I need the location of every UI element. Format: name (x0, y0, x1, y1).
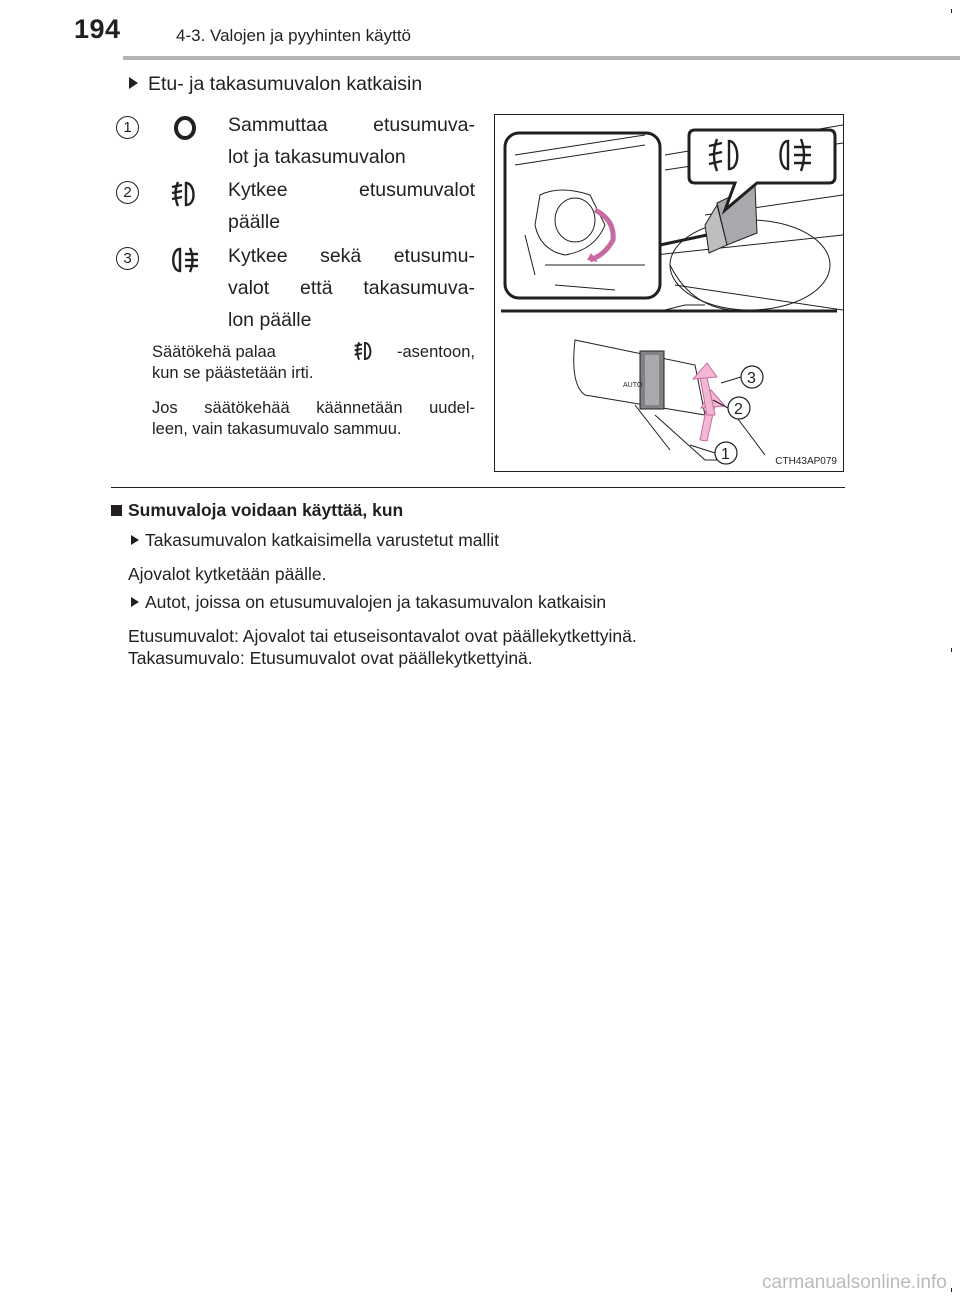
mode-3-desc-line-3: lon päälle (228, 309, 312, 331)
figure-label: CTH43AP079 (775, 456, 837, 467)
rear-fog-light-icon (164, 245, 204, 275)
crop-mark (951, 9, 952, 13)
crop-mark (951, 648, 952, 652)
note-2-line-1: Jos säätökehää käännetään uudel- (152, 399, 475, 417)
callout-3: 3 (747, 370, 756, 387)
triangle-bullet-icon (131, 597, 139, 607)
conditions-heading: Sumuvaloja voidaan käyttää, kun (111, 500, 403, 521)
header-rule (123, 56, 960, 60)
section-divider (111, 487, 845, 488)
callout-2: 2 (734, 401, 743, 418)
crop-mark (951, 1288, 952, 1292)
condition-text-1: Ajovalot kytketään päälle. (128, 564, 327, 584)
note-1-line-1: Säätökehä palaa -asentoon, (152, 342, 475, 362)
off-ring-icon (164, 113, 200, 143)
mode-number-3: 3 (116, 247, 139, 270)
watermark: carmanualsonline.info (762, 1272, 947, 1293)
page-number: 194 (74, 14, 121, 44)
note-2-line-2: leen, vain takasumuvalo sammuu. (152, 420, 402, 438)
lever-auto-label: AUTO (623, 382, 643, 389)
condition-text-2-line-1: Etusumuvalot: Ajovalot tai etuseisontavalot ovat päällekytkettyinä. (128, 626, 637, 646)
mode-number-2: 2 (116, 181, 139, 204)
callout-1: 1 (721, 446, 730, 463)
square-bullet-icon (111, 505, 122, 516)
mode-3-desc-line-2: valot että takasumuva- (228, 277, 475, 299)
mode-1-desc-line-2: lot ja takasumuvalon (228, 146, 406, 168)
mode-1-desc-line-1: Sammuttaa etusumuva- (228, 114, 475, 136)
triangle-bullet-icon (129, 77, 138, 89)
fog-switch-drawing (495, 115, 843, 471)
mode-number-1: 1 (116, 116, 139, 139)
condition-bullet-1: Takasumuvalon katkaisimella varustetut mallit (131, 530, 499, 551)
triangle-bullet-icon (131, 535, 139, 545)
front-fog-light-icon (164, 179, 200, 209)
front-fog-light-icon (348, 340, 376, 362)
mode-3-desc-line-1: Kytkee sekä etusumu- (228, 245, 475, 267)
section-title: 4-3. Valojen ja pyyhinten käyttö (176, 26, 411, 45)
page-header (0, 0, 960, 62)
note-1-line-2: kun se päästetään irti. (152, 364, 314, 382)
fog-switch-illustration (494, 114, 844, 472)
mode-2-desc-line-2: päälle (228, 211, 281, 233)
condition-text-2-line-2: Takasumuvalo: Etusumuvalot ovat päällekytkettyinä. (128, 648, 533, 668)
switch-section-title: Etu- ja takasumuvalon katkaisin (129, 73, 422, 96)
mode-2-desc-line-1: Kytkee etusumuvalot (228, 179, 475, 201)
condition-bullet-2: Autot, joissa on etusumuvalojen ja takasumuvalon katkaisin (131, 592, 606, 613)
